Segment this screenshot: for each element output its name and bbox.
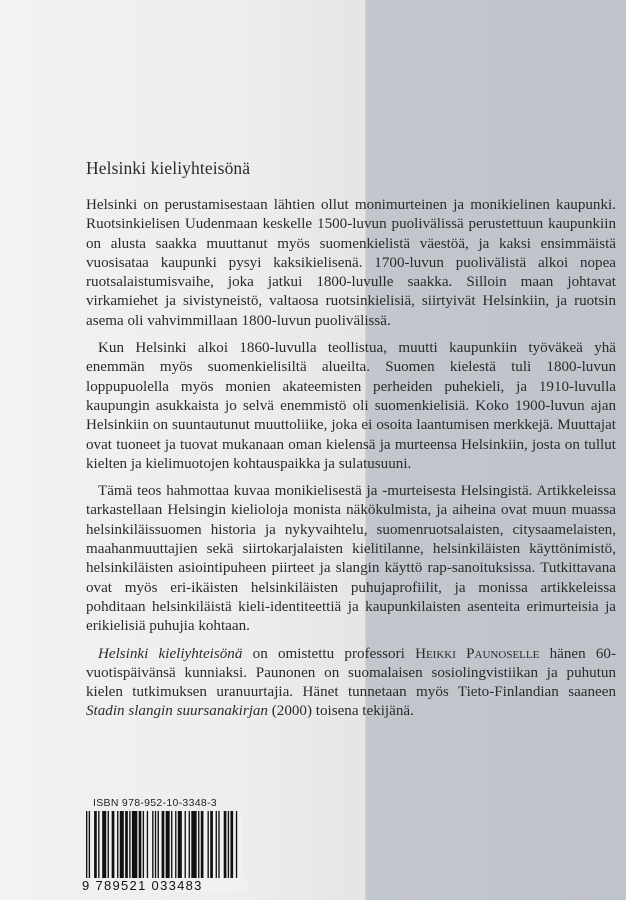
barcode-digits: 9 789521 033483 [82, 878, 247, 893]
dedication-text-1: on omistettu professori [242, 645, 416, 662]
paragraph-2: Kun Helsinki alkoi 1860-luvulla teollistua, muutti kaupunkiin työväkeä yhä enemmän myös suomenkielisiltä alueilta. Suomen kielestä tuli 1800-luvun loppupuolella myös monien akateemisten perheiden puhekieli, ja 1910-luvulla kaupungin asukkaista jo selvä enemmistö oli suomenkielisiä. Koko 1900-luvun ajan Helsinkiin on suuntautunut muuttoliike, joka ei osoita laantumisen merkkejä. Muuttajat ovat tuoneet ja tuovat mukanaan oman kielensä ja murteensa Helsinkiin, josta on tullut kielten ja kielimuotojen kohtauspaikka ja sulatusuuni. [86, 340, 616, 472]
book-title-heading: Helsinki kieliyhteisönä [86, 158, 251, 178]
dictionary-title: Stadin slangin suursanakirjan [86, 703, 268, 720]
blurb-text [86, 196, 616, 722]
dedication-book-title: Helsinki kieliyhteisönä [98, 645, 243, 662]
isbn-label: ISBN 978-952-10-3348-3 [93, 797, 217, 809]
dedication-text-3: (2000) toisena tekijänä. [267, 703, 414, 720]
paragraph-3: Tämä teos hahmottaa kuvaa monikielisestä ja -murteisesta Helsingistä. Artikkeleissa tarkastellaan Helsingin kielioloja monista näkökulmista, ja aiheina ovat muun muassa helsinkiläissuomen historia ja nykyvaihtelu, suomenruotsalaisten, citysaamelaisten, maahanmuuttajien sekä siirtokarjalaisten kielitilanne, helsinkiläisten käyttönimistö, helsinkiläisten asiointipuheen piirteet ja slangin käyttö rap-sanoituksissa. Tutkittavana ovat myös eri-ikäisten helsinkiläisten puhujaprofiilit, ja monissa artikkeleissa pohditaan helsinkiläistä kieli-identiteettiä ja kaupunkilaisten asenteita erimurteisia ja erikielisiä puhujia kohtaan. [86, 483, 616, 635]
dedication-text-2: hänen 60-vuotispäivänsä kunniaksi. Paunonen on suomalaisen sosiolingvistiikan ja puhutun kielen tutkimuksen uranuurtajia. Hänet tunnetaan myös Tieto-Finlandian saaneen [86, 645, 616, 701]
honoree-name: Heikki Paunoselle [415, 645, 540, 662]
paragraph-1: Helsinki on perustamisestaan lähtien ollut monimurteinen ja monikielinen kaupunki. Ruotsinkielisen Uudenmaan keskelle 1500-luvun puolivälissä perustettuun kaupunkiin on alusta saakka muuttanut myös suomenkielistä väestöä, ja kaksi ensimmäistä vuosisataa kaupunki pysyi kaksikielisenä. 1700-luvun puolivälistä alkoi nopea ruotsalaistumisvaihe, joka jatkui 1800-luvulle saakka. Silloin maan johtavat virkamiehet ja sivistyneistö, valtaosa ruotsinkielisiä, siirtyivät Helsinkiin, ja ruotsin asema oli vahvimmillaan 1800-luvun puolivälissä. [86, 197, 616, 329]
paragraph-dedication [86, 645, 616, 722]
